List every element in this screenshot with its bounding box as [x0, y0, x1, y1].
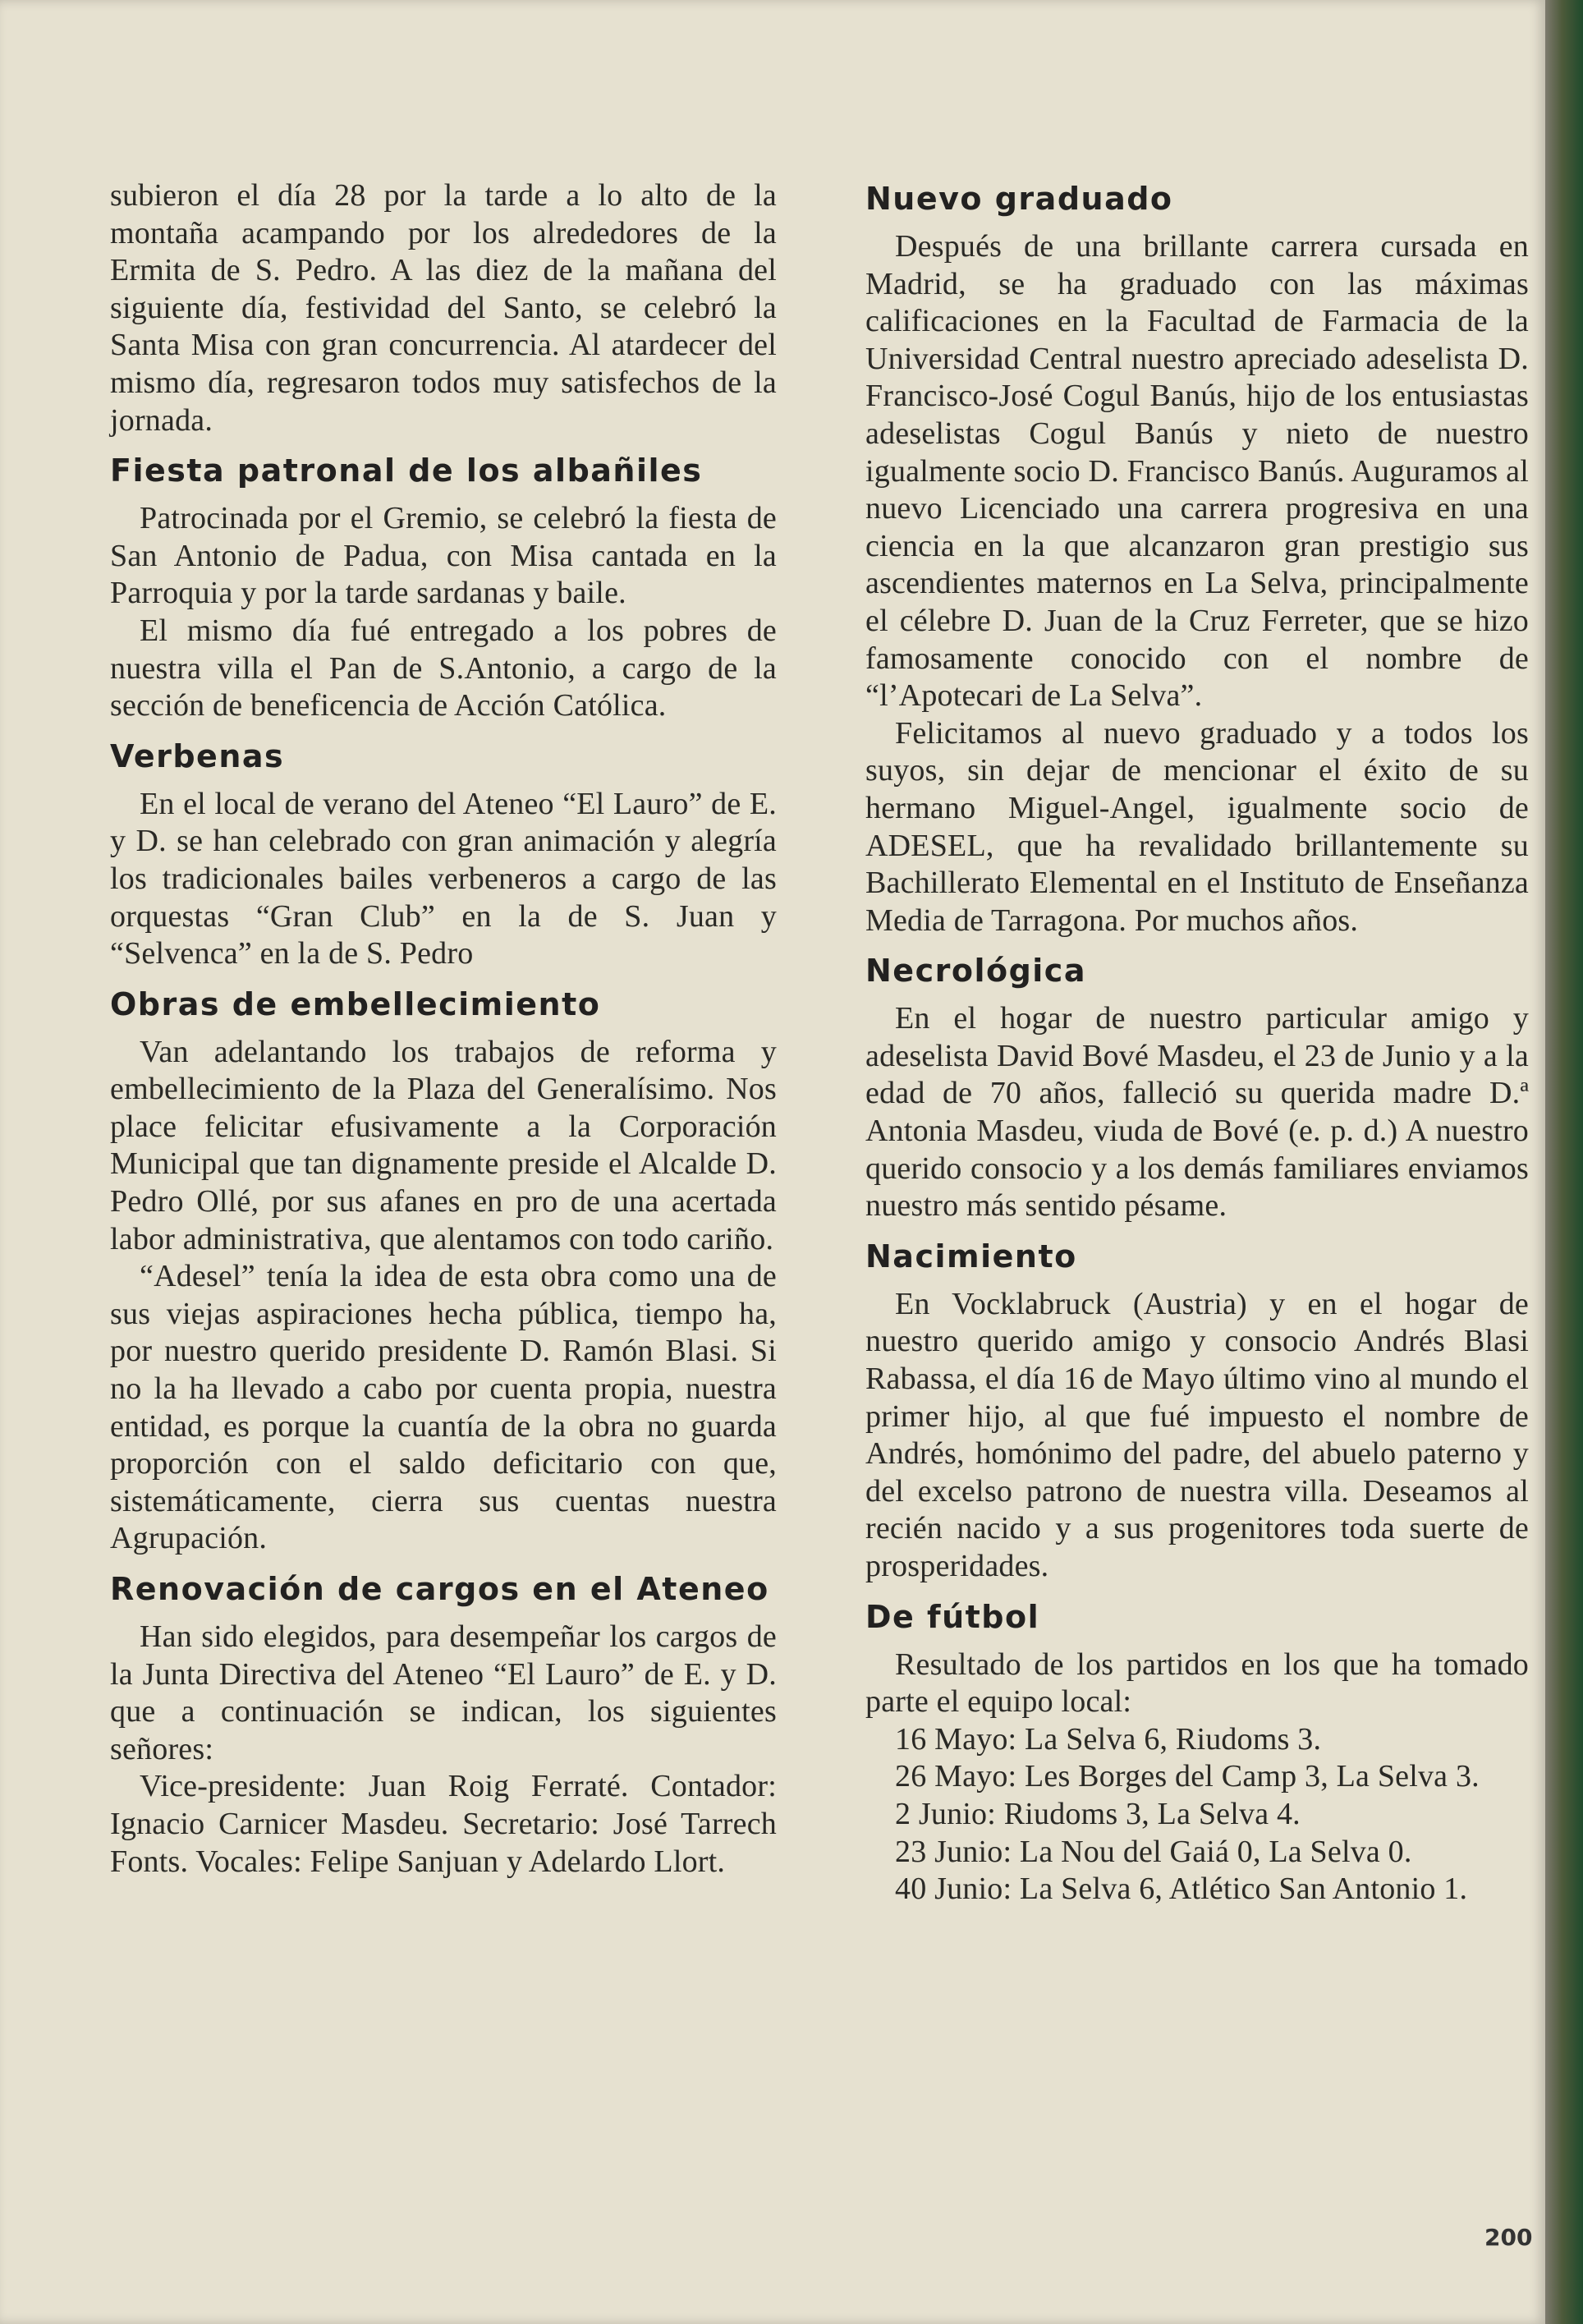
paragraph: Felicitamos al nuevo graduado y a todos los suyos, sin dejar de mencionar el éxito de su hermano Miguel-Angel, igualmente socio de ADESEL, que ha revalidado brillantemente su Bachillerato Elemental en el Instituto de Enseñanza Media de Tarragona. Por muchos años.	[865, 715, 1529, 938]
section-title-nacimiento: Nacimiento	[865, 1238, 1077, 1275]
paragraph: Después de una brillante carrera cursada en Madrid, se ha graduado con las máximas calificaciones en la Facultad de Farmacia de la Universidad Central nuestro apreciado adeselista D. Francisco-José Cogul Banús, hijo de los entusiastas adeselistas Cogul Banús y nieto de nuestro igualmente socio D. Francisco Banús. Auguramos al nuevo Licenciado una carrera progresiva en una ciencia en la que alcanzaron gran prestigio sus ascendientes maternos en La Selva, principalmente el célebre D. Juan de la Cruz Ferreter, que se hizo famosamente conocido con el nombre de “l’Apotecari de La Selva”.	[865, 229, 1529, 714]
result-line: 2 Junio: Riudoms 3, La Selva 4.	[895, 1796, 1301, 1831]
result-line: 23 Junio: La Nou del Gaiá 0, La Selva 0.	[895, 1834, 1412, 1869]
result-line: 26 Mayo: Les Borges del Camp 3, La Selva 3.	[895, 1759, 1480, 1794]
section-title-nuevo-graduado: Nuevo graduado	[865, 181, 1173, 217]
paragraph: “Adesel” tenía la idea de esta obra como una de sus viejas aspiraciones hecha pública, tiempo ha, por nuestro querido presidente D. Ramón Blasi. Si no la ha llevado a cabo por cuenta propia, nuestra entidad, es porque la cuantía de la obra no guarda proporción con el saldo deficitario con que, sistemáticamente, cierra sus cuentas nuestra Agrupación.	[110, 1259, 777, 1556]
paragraph: En Vocklabruck (Austria) y en el hogar de nuestro querido amigo y consocio Andrés Blasi Rabassa, el día 16 de Mayo último vino al mundo el primer hijo, al que fué impuesto el nombre de Andrés, homónimo del padre, del abuelo paterno y del excelso patrono de nuestra villa. Deseamos al recién nacido y a sus progenitores toda suerte de prosperidades.	[865, 1286, 1529, 1583]
left-column	[110, 177, 777, 1881]
intro-paragraph: subieron el día 28 por la tarde a lo alto de la montaña acampando por los alrededores de la Ermita de S. Pedro. A las diez de la mañana del siguiente día, festividad del Santo, se celebró la Santa Misa con gran concurrencia. Al atardecer del mismo día, regresaron todos muy satisfechos de la jornada.	[110, 178, 777, 438]
section-title-futbol: De fútbol	[865, 1598, 1040, 1635]
right-column	[865, 177, 1529, 1908]
section-title-renovacion: Renovación de cargos en el Ateneo	[110, 1571, 769, 1607]
result-line: 40 Junio: La Selva 6, Atlético San Antonio 1.	[895, 1872, 1468, 1907]
section-title-verbenas: Verbenas	[110, 737, 285, 774]
page-edge-binding	[1545, 0, 1583, 2324]
paragraph: Patrocinada por el Gremio, se celebró la fiesta de San Antonio de Padua, con Misa cantada en la Parroquia y por la tarde sardanas y baile.	[110, 501, 777, 611]
paragraph: En el local de verano del Ateneo “El Lauro” de E. y D. se han celebrado con gran animación y alegría los tradicionales bailes verbeneros a cargo de las orquestas “Gran Club” en la de S. Juan y “Selvenca” en la de S. Pedro	[110, 786, 777, 971]
section-title-obras: Obras de embellecimiento	[110, 985, 601, 1022]
paragraph: Han sido elegidos, para desempeñar los cargos de la Junta Directiva del Ateneo “El Lauro” de E. y D. que a continuación se indican, los siguientes señores:	[110, 1619, 777, 1766]
page-number: 200	[1484, 2224, 1533, 2251]
section-title-necrologica: Necrológica	[865, 953, 1086, 990]
paragraph: El mismo día fué entregado a los pobres de nuestra villa el Pan de S.Antonio, a cargo de la sección de beneficencia de Acción Católica.	[110, 613, 777, 723]
paragraph: Vice-presidente: Juan Roig Ferraté. Contador: Ignacio Carnicer Masdeu. Secretario: José Tarrech Fonts. Vocales: Felipe Sanjuan y Adelardo Llort.	[110, 1769, 777, 1879]
paragraph: Resultado de los partidos en los que ha tomado parte el equipo local:	[865, 1647, 1529, 1720]
paragraph: Van adelantando los trabajos de reforma y embellecimiento de la Plaza del Generalísimo. Nos place felicitar efusivamente a la Corporación Municipal que tan dignamente preside el Alcalde D. Pedro Ollé, por sus afanes en pro de una acertada labor administrativa, que alentamos con todo cariño.	[110, 1034, 777, 1256]
section-title-fiesta-patronal: Fiesta patronal de los albañiles	[110, 452, 703, 489]
result-line: 16 Mayo: La Selva 6, Riudoms 3.	[895, 1721, 1322, 1757]
paragraph: En el hogar de nuestro particular amigo y adeselista David Bové Masdeu, el 23 de Junio y a la edad de 70 años, falleció su querida madre D.ª Antonia Masdeu, viuda de Bové (e. p. d.) A nuestro querido consocio y a los demás familiares enviamos nuestro más sentido pésame.	[865, 1001, 1529, 1224]
